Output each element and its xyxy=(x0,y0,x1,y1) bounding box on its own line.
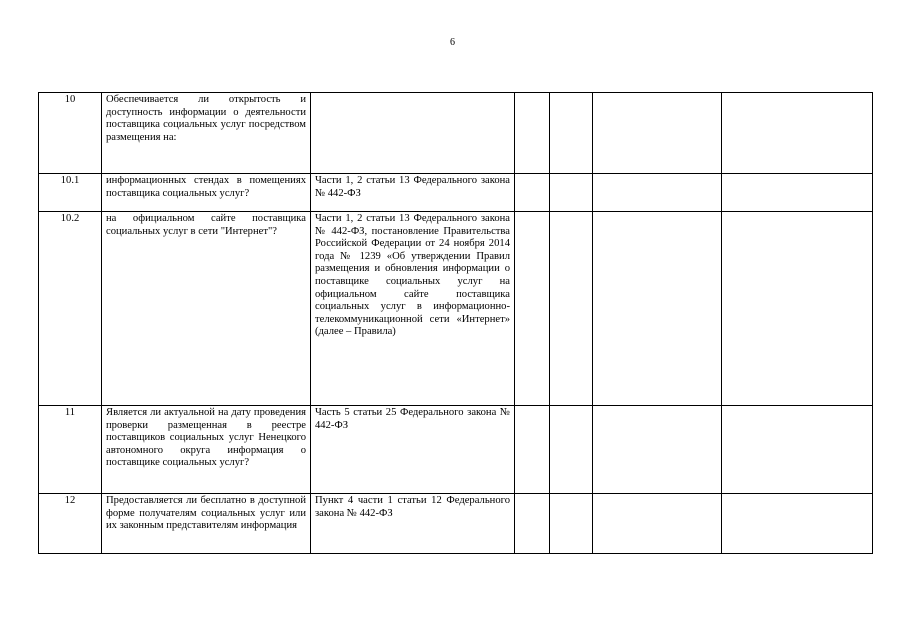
answer-cell xyxy=(550,174,593,212)
answer-cell xyxy=(593,212,722,406)
row-number: 12 xyxy=(39,494,102,554)
answer-cell xyxy=(593,406,722,494)
question-cell: Является ли актуальной на дату проведения проверки размещенная в реестре поставщиков социальных услуг Ненецкого автономного округа информация о поставщике социальных услуг? xyxy=(102,406,311,494)
legal-basis-cell: Части 1, 2 статьи 13 Федерального закона № 442-ФЗ, постановление Правительства Российской Федерации от 24 ноября 2014 года № 1239 «Об утверждении Правил размещения и обновления информации о поставщике социальных услуг на официальном сайте поставщика социальных услуг в информационно-телекоммуникационной сети «Интернет» (далее – Правила) xyxy=(311,212,515,406)
answer-cell xyxy=(515,494,550,554)
table-row xyxy=(39,406,873,494)
table-row xyxy=(39,174,873,212)
legal-basis-cell: Часть 5 статьи 25 Федерального закона № 442-ФЗ xyxy=(311,406,515,494)
answer-cell xyxy=(593,494,722,554)
answer-cell xyxy=(722,93,873,174)
row-number: 10.1 xyxy=(39,174,102,212)
question-cell: на официальном сайте поставщика социальных услуг в сети "Интернет"? xyxy=(102,212,311,406)
row-number: 11 xyxy=(39,406,102,494)
answer-cell xyxy=(722,212,873,406)
answer-cell xyxy=(515,93,550,174)
answer-cell xyxy=(550,406,593,494)
answer-cell xyxy=(722,406,873,494)
answer-cell xyxy=(515,212,550,406)
answer-cell xyxy=(550,212,593,406)
page-number: 6 xyxy=(450,37,455,48)
answer-cell xyxy=(593,93,722,174)
checklist-table xyxy=(38,92,873,554)
answer-cell xyxy=(550,93,593,174)
answer-cell xyxy=(722,174,873,212)
answer-cell xyxy=(550,494,593,554)
question-cell: информационных стендах в помещениях поставщика социальных услуг? xyxy=(102,174,311,212)
question-cell: Обеспечивается ли открытость и доступность информации о деятельности поставщика социальных услуг посредством размещения на: xyxy=(102,93,311,174)
table-row xyxy=(39,494,873,554)
row-number: 10.2 xyxy=(39,212,102,406)
question-cell: Предоставляется ли бесплатно в доступной форме получателям социальных услуг или их законным представителям информация xyxy=(102,494,311,554)
answer-cell xyxy=(722,494,873,554)
legal-basis-cell xyxy=(311,93,515,174)
legal-basis-cell: Части 1, 2 статьи 13 Федерального закона № 442-ФЗ xyxy=(311,174,515,212)
table-row xyxy=(39,93,873,174)
answer-cell xyxy=(515,174,550,212)
answer-cell xyxy=(593,174,722,212)
row-number: 10 xyxy=(39,93,102,174)
table-row xyxy=(39,212,873,406)
answer-cell xyxy=(515,406,550,494)
legal-basis-cell: Пункт 4 части 1 статьи 12 Федерального закона № 442-ФЗ xyxy=(311,494,515,554)
